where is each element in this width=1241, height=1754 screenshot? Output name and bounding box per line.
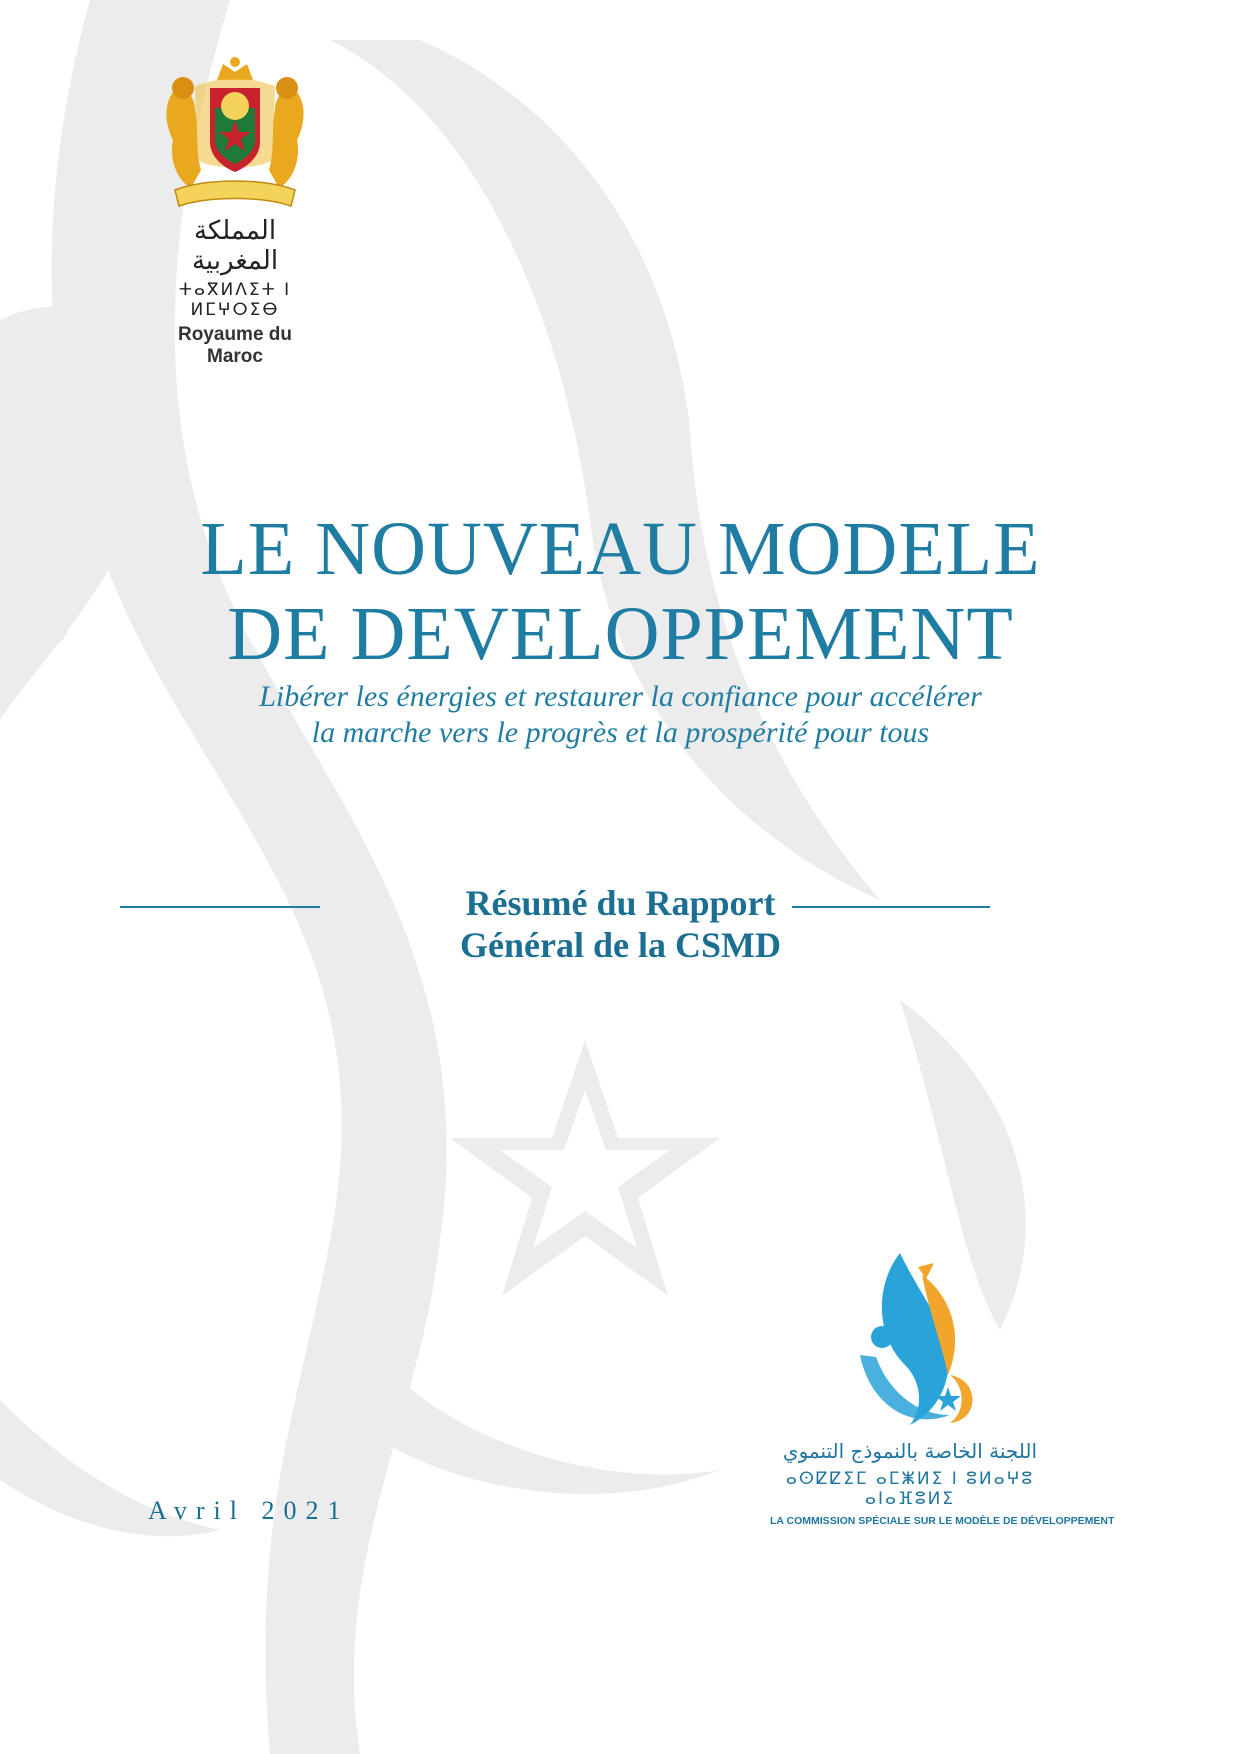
title-line-1: LE NOUVEAU MODELE (200, 507, 1041, 591)
commission-name-tifinagh: ⴰⵙⵇⵇⵉⵎ ⴰⵎⵥⵍⵉ ⵏ ⵓⵍⴰⵖⵓ ⴰⵏⴰⴼⵓⵍⵉ (785, 1469, 1035, 1509)
commission-name-french: LA COMMISSION SPÉCIALE SUR LE MODÈLE DE DÉVELOPPEMENT (770, 1515, 1115, 1527)
summary-line-1: Résumé du Rapport (465, 883, 776, 923)
coat-of-arms-icon (155, 50, 315, 210)
title-line-2: DE DEVELOPPEMENT (227, 592, 1014, 676)
commission-name-arabic: اللجنة الخاصة بالنموذج التنموي (782, 1439, 1038, 1463)
summary-line-2: Général de la CSMD (460, 925, 781, 965)
subtitle-line-2: la marche vers le progrès et la prospérité pour tous (311, 716, 930, 749)
commission-logo-block (770, 1245, 1115, 1527)
publication-date: Avril 2021 (148, 1496, 350, 1525)
kingdom-name-tifinagh: ⵜⴰⴳⵍⴷⵉⵜ ⵏ ⵍⵎⵖⵔⵉⴱ (178, 280, 292, 320)
royal-emblem-block (150, 50, 320, 368)
kingdom-name-arabic: المملكة المغربية (191, 216, 279, 276)
kingdom-name-french: Royaume du Maroc (177, 324, 293, 367)
csmd-logo-icon (830, 1245, 990, 1435)
subtitle-line-1: Libérer les énergies et restaurer la confiance pour accélérer (259, 680, 982, 713)
